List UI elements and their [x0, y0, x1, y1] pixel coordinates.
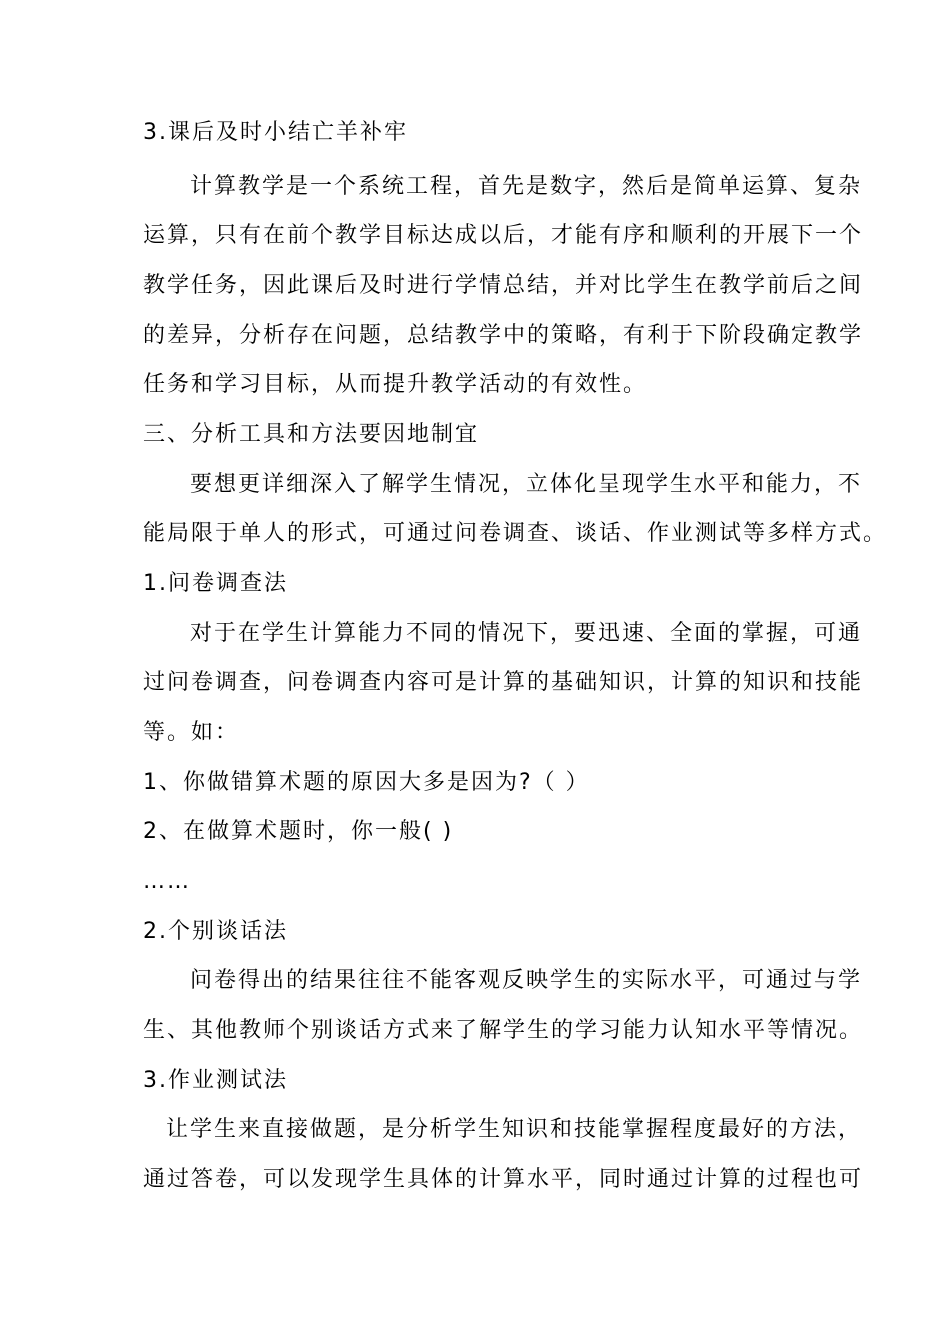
section-heading: 1.问卷调查法	[143, 571, 288, 596]
paragraph-line: 通过答卷，可以发现学生具体的计算水平，同时通过计算的过程也可	[143, 1167, 864, 1192]
paragraph-line: 计算教学是一个系统工程，首先是数字，然后是简单运算、复杂	[190, 174, 863, 199]
paragraph-line: 等。如：	[143, 720, 240, 745]
paragraph-line: 过问卷调查，问卷调查内容可是计算的基础知识，计算的知识和技能	[143, 670, 864, 695]
paragraph-line: 教学任务，因此课后及时进行学情总结，并对比学生在教学前后之间	[143, 273, 864, 298]
paragraph-line: 的差异，分析存在问题，总结教学中的策略，有利于下阶段确定教学	[143, 323, 864, 348]
paragraph-line: 让学生来直接做题，是分析学生知识和技能掌握程度最好的方法，	[166, 1117, 863, 1142]
section-heading: 2.个别谈话法	[143, 919, 288, 944]
paragraph-line: 运算，只有在前个教学目标达成以后，才能有序和顺利的开展下一个	[143, 223, 864, 248]
paragraph-line: 能局限于单人的形式，可通过问卷调查、谈话、作业测试等多样方式。	[143, 521, 888, 546]
section-heading: 3.课后及时小结亡羊补牢	[143, 120, 408, 145]
paragraph-line: 生、其他教师个别谈话方式来了解学生的学习能力认知水平等情况。	[143, 1018, 864, 1043]
section-heading: 3.作业测试法	[143, 1068, 288, 1093]
chapter-heading: 三、分析工具和方法要因地制宜	[143, 422, 480, 447]
paragraph-line: 问卷得出的结果往往不能客观反映学生的实际水平，可通过与学	[190, 968, 863, 993]
question-item: 1、你做错算术题的原因大多是因为?（ ）	[143, 770, 590, 795]
question-item: 2、在做算术题时，你一般( )	[143, 819, 454, 844]
paragraph-line: 对于在学生计算能力不同的情况下，要迅速、全面的掌握，可通	[190, 621, 863, 646]
paragraph-line: 任务和学习目标，从而提升教学活动的有效性。	[143, 372, 648, 397]
paragraph-line: 要想更详细深入了解学生情况，立体化呈现学生水平和能力，不	[190, 472, 863, 497]
ellipsis: ……	[143, 869, 191, 894]
